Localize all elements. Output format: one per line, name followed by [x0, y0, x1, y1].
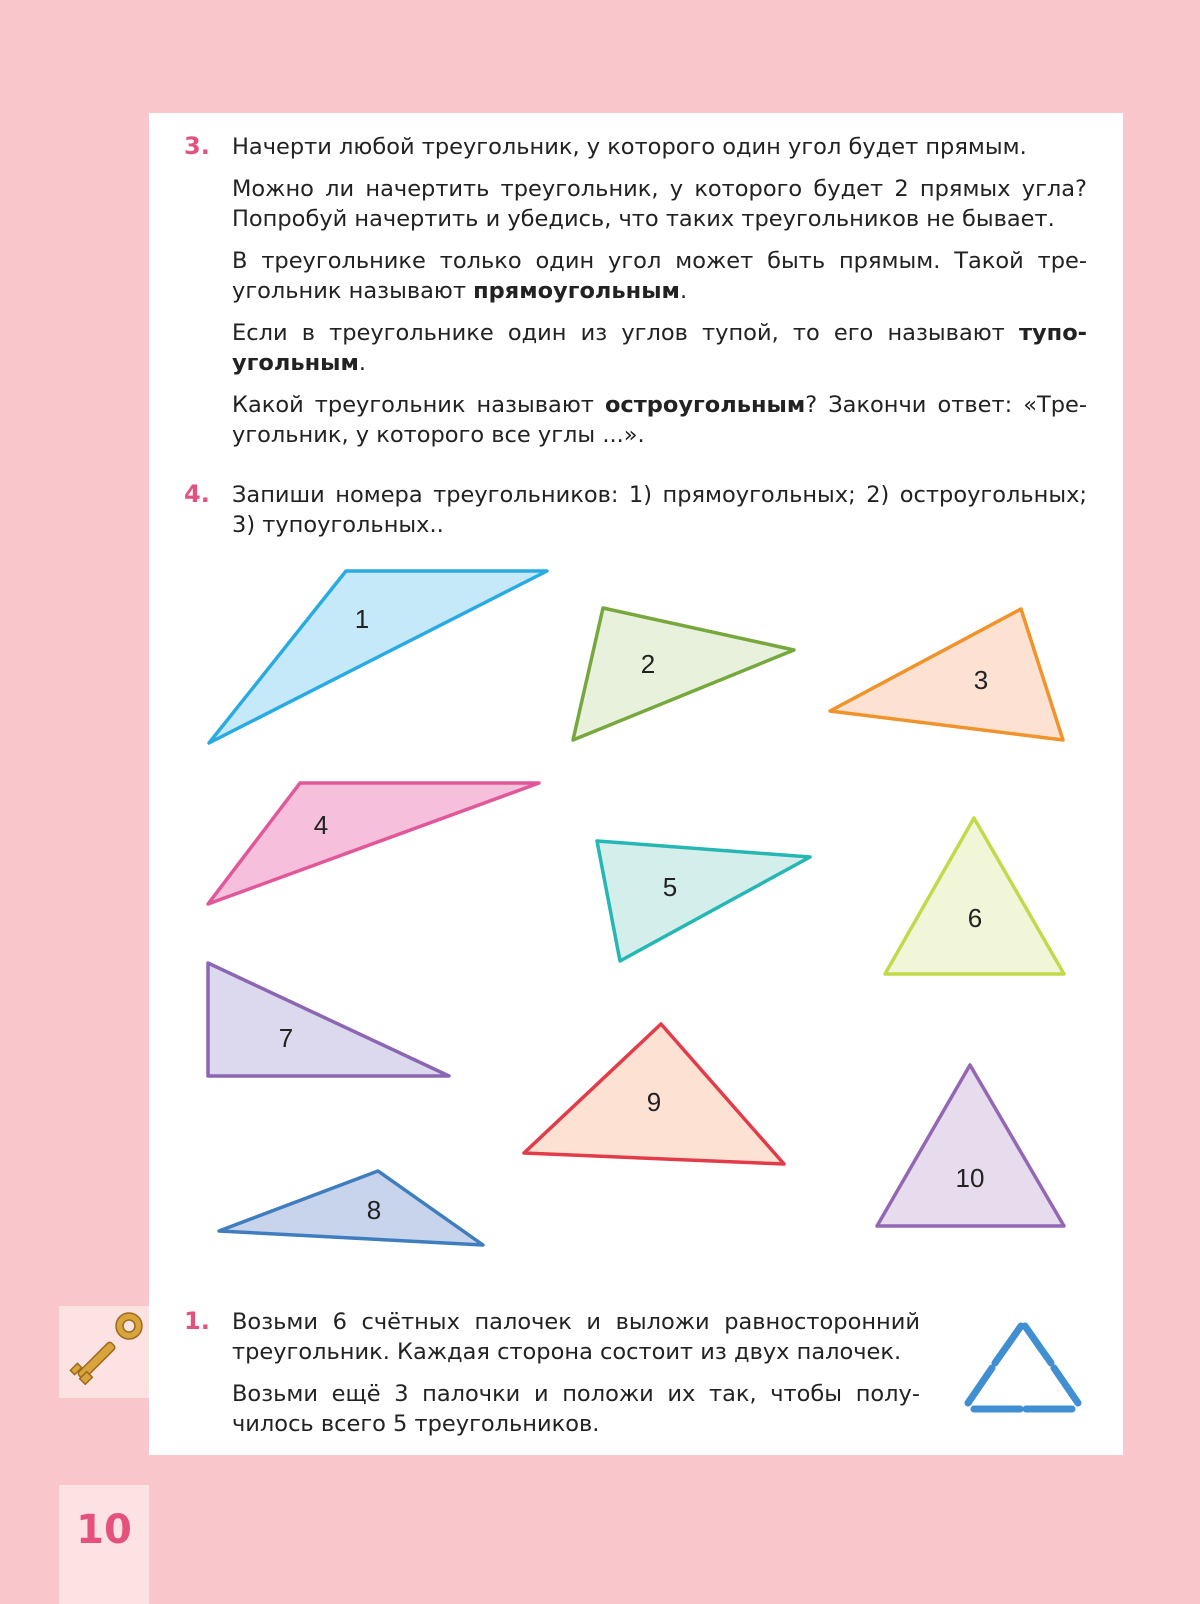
stick [1054, 1368, 1078, 1403]
triangle-5-shape [597, 841, 810, 961]
triangle-2-shape [573, 608, 794, 740]
sticks-triangle-figure [960, 1315, 1100, 1425]
task-3-p3: В треугольнике только один угол может быть прямым. Такой треугольник называют прямоугольным. [232, 248, 1087, 304]
stick [1025, 1326, 1051, 1363]
triangle-1-shape [209, 571, 547, 743]
task-3-number: 3. [184, 132, 210, 160]
task-3-p1: Начерти любой треугольник, у которого один угол будет прямым. [232, 134, 1027, 160]
triangle-2-label: 2 [640, 649, 656, 679]
triangle-9 [524, 1024, 784, 1164]
triangle-3-label: 3 [973, 665, 989, 695]
triangle-9-label: 9 [646, 1087, 662, 1117]
triangle-5 [597, 841, 810, 961]
page-number: 10 [76, 1507, 132, 1553]
key-icon [59, 1306, 149, 1398]
triangle-10-shape [877, 1065, 1064, 1226]
triangle-1 [209, 571, 547, 743]
triangle-8-shape [219, 1171, 483, 1245]
task-1-number: 1. [184, 1307, 210, 1335]
triangle-6-label: 6 [967, 903, 983, 933]
page-number-badge [59, 1485, 149, 1604]
term-obtuse-triangle: тупоугольным [232, 320, 1087, 376]
term-right-triangle: прямоугольным [473, 278, 680, 304]
task-3-p4: Если в треугольнике один из углов тупой, то его называют тупоугольным. [232, 320, 1087, 376]
task-1-p2: Возьми ещё 3 палочки и положи их так, чтобы получилось всего 5 треугольников. [232, 1381, 920, 1437]
triangle-1-label: 1 [354, 604, 370, 634]
triangle-4-shape [208, 783, 539, 904]
triangle-4 [208, 783, 539, 904]
task-1-p1: Возьми 6 счётных палочек и выложи равносторонний треугольник. Каждая сторона состоит из двух палочек. [232, 1309, 920, 1365]
stick [995, 1326, 1021, 1363]
triangle-10 [877, 1065, 1064, 1226]
triangle-10-label: 10 [955, 1163, 985, 1193]
task-4-number: 4. [184, 480, 210, 508]
stick [968, 1368, 992, 1403]
triangle-7-label: 7 [278, 1023, 294, 1053]
triangle-8 [219, 1171, 483, 1245]
triangle-8-label: 8 [366, 1195, 382, 1225]
triangle-6-shape [885, 818, 1064, 974]
task-1 [232, 1307, 920, 1439]
triangle-5-label: 5 [662, 872, 678, 902]
key-badge [59, 1306, 149, 1398]
triangle-2 [573, 608, 794, 740]
triangle-7-shape [208, 963, 449, 1076]
triangle-6 [885, 818, 1064, 974]
triangle-4-label: 4 [313, 810, 329, 840]
triangle-3 [830, 609, 1063, 740]
triangle-7 [208, 963, 449, 1076]
term-acute-triangle: остроугольным [604, 392, 806, 418]
task-4-text: Запиши номера треугольников: 1) прямоугольных; 2) остроугольных; 3) тупоугольных.. [232, 482, 1087, 538]
triangle-3-shape [830, 609, 1063, 740]
task-3-p2: Можно ли начертить треугольник, у которого будет 2 прямых угла? Попробуй начертить и убедись, что таких треугольников не бывает. [232, 176, 1087, 232]
task-3-p5: Какой треугольник называют остроугольным? Закончи ответ: «Треугольник, у которого все углы ...». [232, 392, 1087, 448]
